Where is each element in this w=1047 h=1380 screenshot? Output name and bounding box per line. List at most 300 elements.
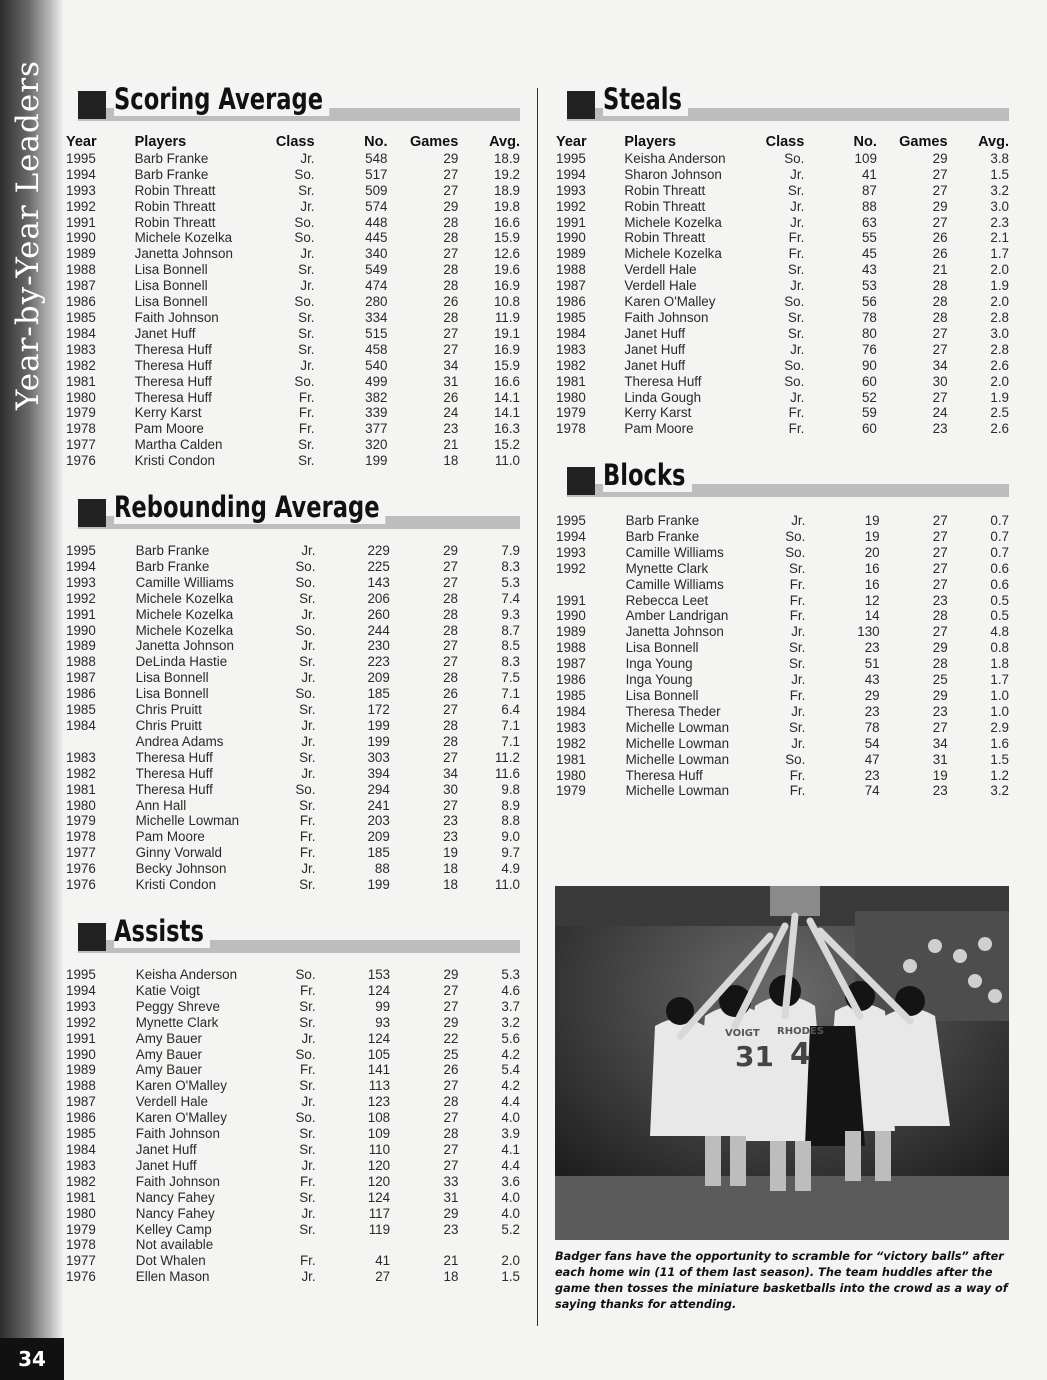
cell-games: 19 — [932, 767, 948, 783]
cell-average: 4.2 — [501, 1078, 520, 1094]
cell-number: 199 — [365, 453, 388, 469]
cell-year: 1982 — [66, 1173, 96, 1189]
table-row — [556, 421, 1009, 437]
cell-player: Robin Threatt — [624, 230, 706, 246]
cell-average: 7.9 — [501, 543, 520, 558]
cell-games: 27 — [932, 544, 948, 560]
cell-average: 11.6 — [494, 765, 520, 781]
cell-average: 2.6 — [990, 421, 1009, 437]
cell-games: 23 — [443, 1221, 459, 1237]
cell-number: 23 — [864, 703, 880, 719]
cell-player: Michele Kozelka — [624, 246, 722, 262]
cell-average: 2.3 — [990, 214, 1009, 230]
cell-class: So. — [785, 528, 806, 544]
cell-player: Martha Calden — [134, 437, 223, 453]
cell-number: 119 — [368, 1221, 391, 1237]
cell-number: 124 — [367, 1030, 391, 1046]
cell-average: 0.7 — [990, 513, 1009, 528]
cell-average: 16.9 — [493, 341, 520, 357]
cell-average: 1.9 — [990, 278, 1009, 294]
steals-section — [556, 82, 1009, 437]
cell-class: Jr. — [301, 765, 316, 781]
cell-games: 18 — [443, 1269, 459, 1285]
table-row — [66, 999, 520, 1015]
cell-number: 230 — [367, 638, 390, 654]
cell-class: Jr. — [790, 341, 805, 357]
cell-player: Michele Kozelka — [135, 622, 234, 638]
cell-games: 28 — [443, 622, 458, 638]
cell-games: 28 — [443, 230, 459, 246]
cell-year: 1993 — [556, 182, 586, 198]
cell-number: 41 — [861, 166, 877, 182]
cell-player: Barb Franke — [135, 543, 210, 558]
cell-player: Theresa Huff — [134, 373, 212, 389]
cell-number: 206 — [367, 590, 390, 606]
team-huddle-photo — [555, 886, 1009, 1240]
cell-games: 29 — [443, 1014, 459, 1030]
cell-year: 1978 — [66, 829, 96, 845]
cell-average: 10.8 — [493, 294, 520, 310]
table-row — [556, 593, 1009, 609]
cell-player: Amy Bauer — [135, 1062, 203, 1078]
table-row — [66, 623, 520, 639]
cell-player: Lisa Bonnell — [625, 640, 699, 656]
cell-games: 27 — [443, 654, 458, 670]
cell-year: 1990 — [66, 622, 96, 638]
cell-average: 5.3 — [501, 967, 520, 982]
table-row — [556, 577, 1009, 593]
cell-games: 27 — [443, 166, 459, 182]
cell-year: 1986 — [556, 672, 586, 688]
cell-player: Camille Williams — [135, 574, 234, 590]
cell-class: So. — [295, 1046, 316, 1062]
cell-class: So. — [295, 622, 316, 638]
cell-year: 1984 — [556, 703, 586, 719]
cell-average: 7.1 — [501, 733, 520, 749]
cell-class: Fr. — [789, 592, 806, 608]
cell-year: 1993 — [66, 182, 96, 198]
cell-year: 1984 — [66, 325, 96, 341]
cell-class: Jr. — [301, 638, 316, 654]
cell-number: 52 — [861, 389, 877, 405]
cell-average: 14.1 — [493, 389, 520, 405]
cell-number: 109 — [367, 1126, 391, 1142]
table-row — [556, 720, 1009, 736]
cell-player: Karen O'Malley — [135, 1078, 227, 1094]
cell-number: 99 — [375, 998, 391, 1014]
cell-year: 1988 — [66, 1078, 96, 1094]
cell-player: Barb Franke — [134, 166, 209, 182]
cell-average: 2.0 — [990, 373, 1009, 389]
cell-number: 19 — [864, 513, 880, 528]
cell-games: 28 — [932, 294, 948, 310]
cell-player: Katie Voigt — [135, 982, 200, 998]
cell-class: So. — [784, 357, 805, 373]
cell-games: 27 — [443, 558, 458, 574]
cell-games: 29 — [932, 640, 948, 656]
cell-class: Sr. — [788, 656, 806, 672]
cell-player: Faith Johnson — [134, 309, 219, 325]
cell-class: Sr. — [299, 1126, 316, 1142]
cell-class: Jr. — [301, 861, 316, 877]
cell-year: 1994 — [66, 166, 96, 182]
cell-average: 16.9 — [493, 278, 520, 294]
cell-year: 1985 — [556, 687, 586, 703]
cell-number: 515 — [365, 325, 388, 341]
cell-class: Sr. — [787, 325, 805, 341]
blocks-table — [556, 513, 1009, 799]
cell-player: Peggy Shreve — [135, 998, 220, 1014]
table-row — [66, 421, 520, 437]
cell-average: 1.2 — [990, 767, 1009, 783]
cell-number: 12 — [864, 592, 880, 608]
cell-games: 34 — [443, 357, 459, 373]
cell-class: Jr. — [791, 703, 806, 719]
cell-year: 1986 — [66, 686, 96, 702]
cell-average: 0.8 — [990, 640, 1009, 656]
cell-number: 27 — [375, 1269, 391, 1285]
column-header-year: Year — [66, 134, 97, 150]
table-row — [66, 670, 520, 686]
cell-player: Theresa Huff — [135, 781, 213, 797]
cell-year: 1977 — [66, 437, 96, 453]
cell-player: Faith Johnson — [135, 1126, 220, 1142]
cell-average: 19.6 — [493, 262, 520, 278]
cell-class: So. — [295, 558, 316, 574]
cell-games: 27 — [932, 576, 948, 592]
cell-year: 1992 — [556, 198, 586, 214]
table-row — [66, 437, 520, 453]
cell-number: 334 — [365, 309, 388, 325]
cell-class: Jr. — [301, 1205, 316, 1221]
cell-games: 27 — [443, 246, 459, 262]
cell-games: 27 — [932, 389, 948, 405]
cell-player: Theresa Huff — [135, 765, 213, 781]
cell-player: Mynette Clark — [135, 1014, 219, 1030]
table-row — [556, 783, 1009, 799]
cell-games: 23 — [932, 783, 948, 799]
blocks-section — [556, 458, 1009, 799]
table-row — [556, 529, 1009, 545]
cell-class: Sr. — [788, 719, 806, 735]
cell-number: 548 — [365, 150, 388, 166]
cell-class: Fr. — [789, 767, 806, 783]
cell-year: 1987 — [556, 278, 586, 294]
cell-player: Theresa Huff — [625, 767, 703, 783]
cell-player: Barb Franke — [135, 558, 210, 574]
cell-player: Lisa Bonnell — [135, 686, 209, 702]
cell-average: 11.0 — [494, 453, 520, 469]
cell-player: Sharon Johnson — [624, 166, 722, 182]
cell-year: 1993 — [556, 544, 586, 560]
table-row — [66, 1269, 520, 1285]
cell-class: So. — [295, 1110, 316, 1126]
cell-year — [66, 734, 136, 750]
cell-year: 1982 — [556, 735, 586, 751]
cell-year: 1978 — [556, 421, 586, 437]
cell-average: 5.2 — [501, 1221, 520, 1237]
cell-year: 1981 — [556, 751, 586, 767]
cell-player: Mynette Clark — [625, 560, 709, 576]
table-row — [556, 199, 1009, 215]
cell-class: Sr. — [299, 1014, 316, 1030]
cell-year: 1989 — [66, 246, 96, 262]
cell-class: Sr. — [299, 1189, 316, 1205]
cell-class: Fr. — [298, 421, 315, 437]
cell-player: Janetta Johnson — [625, 624, 724, 640]
cell-average: 2.9 — [990, 719, 1009, 735]
section-header — [567, 458, 1009, 504]
cell-year: 1980 — [66, 389, 96, 405]
cell-average: 1.9 — [990, 389, 1009, 405]
column-header-year: Year — [556, 134, 587, 150]
cell-games: 23 — [443, 829, 458, 845]
cell-year: 1979 — [556, 405, 586, 421]
cell-year: 1976 — [66, 453, 96, 469]
cell-average: 5.6 — [501, 1030, 520, 1046]
cell-class: Fr. — [788, 246, 805, 262]
cell-year: 1981 — [66, 373, 96, 389]
cell-average: 8.5 — [501, 638, 520, 654]
cell-player: Chris Pruitt — [135, 702, 202, 718]
table-row — [66, 1158, 520, 1174]
cell-year: 1976 — [66, 1269, 96, 1285]
cell-number: 141 — [367, 1062, 391, 1078]
cell-games: 26 — [932, 246, 948, 262]
cell-player: Lisa Bonnell — [135, 670, 209, 686]
cell-games: 27 — [932, 325, 948, 341]
table-row — [556, 374, 1009, 390]
cell-year: 1981 — [556, 373, 586, 389]
cell-number: 458 — [365, 341, 388, 357]
cell-class: Jr. — [301, 1157, 316, 1173]
cell-class: Jr. — [301, 670, 316, 686]
table-row — [66, 967, 520, 983]
cell-number: 294 — [367, 781, 390, 797]
cell-average: 4.4 — [501, 1157, 520, 1173]
cell-number: 80 — [861, 325, 877, 341]
cell-class: Fr. — [789, 687, 806, 703]
cell-number: 117 — [368, 1205, 391, 1221]
cell-year: 1993 — [66, 998, 96, 1014]
cell-games: 26 — [443, 389, 459, 405]
jersey-number-left: 31 — [735, 1040, 774, 1073]
table-row — [66, 1206, 520, 1222]
cell-player: Rebecca Leet — [625, 592, 709, 608]
cell-number: 105 — [367, 1046, 391, 1062]
cell-games: 28 — [932, 608, 948, 624]
cell-number: 223 — [367, 654, 390, 670]
cell-year: 1977 — [66, 845, 96, 861]
table-row — [66, 374, 520, 390]
table-row — [66, 453, 520, 469]
cell-number: 209 — [367, 829, 390, 845]
table-row — [66, 1222, 520, 1238]
table-row — [556, 326, 1009, 342]
cell-average: 2.5 — [990, 405, 1009, 421]
table-row — [556, 768, 1009, 784]
cell-player: Andrea Adams — [135, 733, 224, 749]
cell-average: 11.9 — [494, 309, 520, 325]
table-row — [66, 342, 520, 358]
cell-number: 124 — [367, 1189, 391, 1205]
cell-average: 3.7 — [501, 998, 520, 1014]
cell-class: Fr. — [789, 608, 806, 624]
cell-number: 120 — [367, 1173, 391, 1189]
cell-player: Not available — [135, 1237, 214, 1253]
cell-class: Jr. — [301, 606, 316, 622]
cell-number: 45 — [861, 246, 877, 262]
assists-table — [66, 967, 520, 1285]
section-bullet-icon — [78, 499, 106, 527]
cell-games: 27 — [932, 341, 948, 357]
table-row — [66, 1237, 520, 1253]
cell-class: Sr. — [298, 453, 315, 469]
page-number: 34 — [0, 1338, 64, 1380]
cell-class: So. — [295, 574, 316, 590]
cell-class: Jr. — [790, 166, 805, 182]
cell-class: Jr. — [791, 735, 806, 751]
cell-number: 339 — [365, 405, 388, 421]
cell-player: Faith Johnson — [135, 1173, 220, 1189]
table-row — [556, 672, 1009, 688]
cell-class: Fr. — [299, 982, 316, 998]
cell-player: Amber Landrigan — [625, 608, 729, 624]
cell-year: 1988 — [556, 262, 586, 278]
cell-number: 203 — [367, 813, 390, 829]
cell-games: 19 — [443, 845, 458, 861]
cell-number: 549 — [365, 262, 388, 278]
cell-player: Barb Franke — [625, 513, 700, 528]
cell-number: 108 — [367, 1110, 391, 1126]
cell-number: 123 — [367, 1094, 391, 1110]
cell-games: 23 — [932, 421, 948, 437]
table-row — [66, 1047, 520, 1063]
cell-year: 1980 — [66, 1205, 96, 1221]
table-row — [66, 543, 520, 559]
cell-games: 21 — [932, 262, 948, 278]
cell-player: Lisa Bonnell — [134, 278, 208, 294]
cell-year: 1985 — [66, 309, 96, 325]
cell-player: Verdell Hale — [624, 262, 697, 278]
rebounding-table — [66, 543, 520, 893]
cell-average: 7.5 — [501, 670, 520, 686]
table-row — [556, 246, 1009, 262]
cell-number: 51 — [864, 656, 880, 672]
sidebar-band — [0, 0, 64, 1380]
cell-player: Pam Moore — [135, 829, 205, 845]
cell-year: 1983 — [66, 341, 96, 357]
table-row — [556, 262, 1009, 278]
table-row — [556, 752, 1009, 768]
cell-year: 1989 — [556, 624, 586, 640]
section-title: Steals — [603, 82, 688, 116]
cell-average: 11.0 — [494, 877, 520, 893]
table-row — [66, 750, 520, 766]
cell-class: Sr. — [299, 749, 316, 765]
cell-games: 23 — [932, 703, 948, 719]
cell-games: 27 — [443, 1157, 459, 1173]
table-row — [556, 358, 1009, 374]
cell-number: 448 — [365, 214, 388, 230]
cell-average: 8.9 — [501, 797, 520, 813]
table-row — [66, 294, 520, 310]
cell-average: 8.3 — [501, 558, 520, 574]
cell-player: Dot Whalen — [135, 1253, 206, 1269]
cell-games: 27 — [443, 182, 459, 198]
cell-year: 1987 — [66, 278, 96, 294]
cell-year: 1994 — [556, 166, 586, 182]
cell-games: 27 — [932, 528, 948, 544]
cell-games: 28 — [443, 717, 458, 733]
cell-average: 1.0 — [990, 687, 1009, 703]
cell-year: 1991 — [556, 214, 586, 230]
cell-games: 29 — [932, 150, 948, 166]
cell-number: 87 — [861, 182, 877, 198]
cell-year: 1983 — [556, 719, 586, 735]
rebounding-section — [66, 490, 520, 893]
table-row — [66, 782, 520, 798]
cell-player: Kelley Camp — [135, 1221, 212, 1237]
cell-class: Fr. — [788, 230, 805, 246]
cell-year: 1982 — [66, 357, 96, 373]
cell-number: 47 — [864, 751, 880, 767]
cell-average: 9.7 — [501, 845, 520, 861]
scoring-section — [66, 82, 520, 469]
cell-class: Fr. — [298, 389, 315, 405]
cell-average: 19.8 — [493, 198, 520, 214]
cell-average: 2.8 — [990, 309, 1009, 325]
cell-class: Sr. — [299, 998, 316, 1014]
cell-player: Robin Threatt — [134, 182, 216, 198]
cell-year: 1981 — [66, 781, 96, 797]
table-row — [66, 246, 520, 262]
cell-player: Theresa Huff — [134, 341, 212, 357]
cell-class: Jr. — [300, 357, 315, 373]
column-header-players: Players — [624, 134, 676, 150]
cell-class: Jr. — [791, 513, 806, 528]
cell-player: Michelle Lowman — [135, 813, 240, 829]
cell-year: 1980 — [66, 797, 96, 813]
table-row — [66, 559, 520, 575]
table-row — [66, 1110, 520, 1126]
cell-games: 27 — [443, 638, 458, 654]
cell-class: Fr. — [299, 1062, 316, 1078]
cell-average: 2.8 — [990, 341, 1009, 357]
section-title: Rebounding Average — [114, 490, 386, 524]
cell-class: Sr. — [299, 877, 316, 893]
table-row — [66, 702, 520, 718]
cell-games: 28 — [443, 214, 459, 230]
cell-games: 26 — [443, 1062, 459, 1078]
cell-class: Sr. — [299, 702, 316, 718]
cell-number: 76 — [861, 341, 877, 357]
cell-number: 59 — [861, 405, 877, 421]
cell-number: 88 — [861, 198, 877, 214]
table-row — [556, 736, 1009, 752]
cell-year: 1982 — [66, 765, 96, 781]
cell-average: 4.1 — [501, 1141, 520, 1157]
cell-year: 1987 — [66, 670, 96, 686]
cell-games: 18 — [443, 453, 459, 469]
cell-average: 1.6 — [990, 735, 1009, 751]
cell-class: Fr. — [299, 829, 316, 845]
cell-player: Theresa Huff — [624, 373, 702, 389]
cell-class: Jr. — [790, 214, 805, 230]
cell-class: Fr. — [299, 1253, 316, 1269]
cell-player: Becky Johnson — [135, 861, 227, 877]
cell-year — [556, 577, 626, 593]
